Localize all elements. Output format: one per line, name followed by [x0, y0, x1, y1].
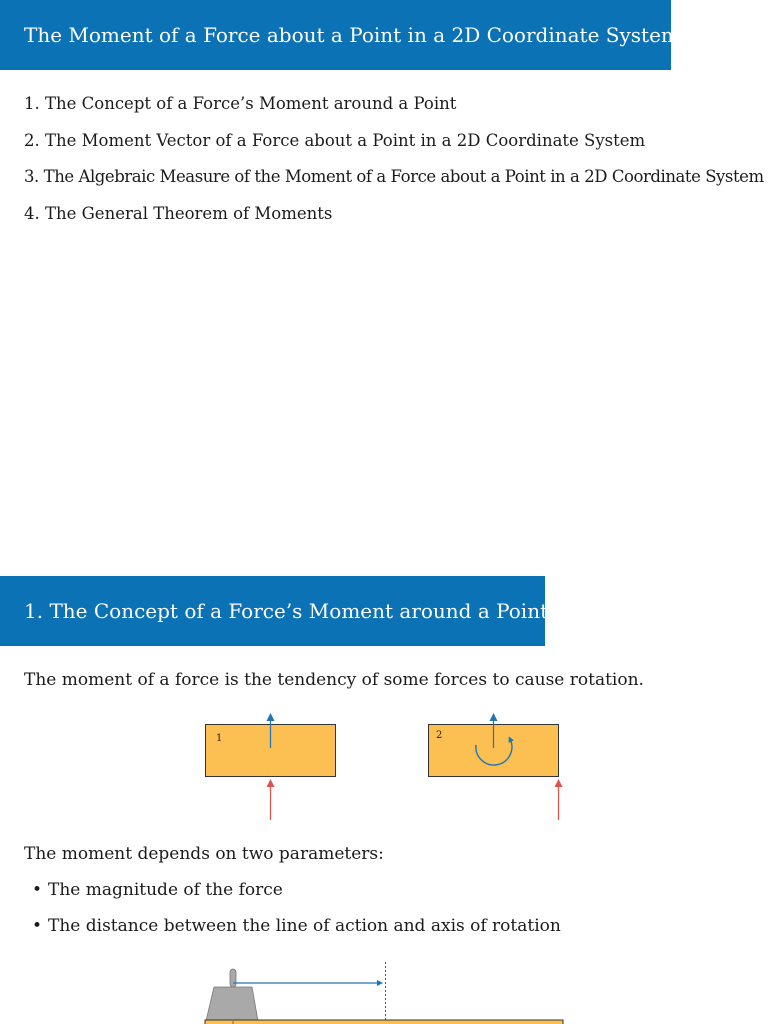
weight-icon	[206, 987, 258, 1021]
toc-item-2[interactable]: 2. The Moment Vector of a Force about a Point in a 2D Coordinate System	[24, 130, 646, 150]
toc-item-1[interactable]: 1. The Concept of a Force’s Moment around a Point	[24, 94, 457, 113]
parameters-intro: The moment depends on two parameters:	[24, 844, 384, 864]
lever-figure	[205, 962, 563, 1024]
box-2-label: 2	[436, 730, 443, 741]
weight-handle	[230, 969, 236, 987]
list-item	[32, 914, 561, 950]
section-1-title: 1. The Concept of a Force’s Moment around a Point	[24, 599, 549, 623]
bullet-icon: •	[32, 880, 43, 900]
toc-item-3[interactable]: 3. The Algebraic Measure of the Moment of a Force about a Point in a 2D Coordinate System	[24, 167, 764, 186]
page-title: The Moment of a Force about a Point in a 2D Coordinate System	[24, 23, 680, 47]
box-1-label: 1	[216, 733, 223, 744]
lever-bar	[205, 1020, 563, 1024]
toc-item-4[interactable]: 4. The General Theorem of Moments	[24, 203, 333, 223]
bullet-icon: •	[32, 916, 43, 936]
section-1-intro: The moment of a force is the tendency of some forces to cause rotation.	[24, 670, 644, 690]
parameter-magnitude: The magnitude of the force	[48, 880, 283, 900]
box-1-group	[206, 717, 336, 820]
box-2-group	[429, 717, 559, 820]
parameters-list	[32, 878, 561, 950]
list-item	[32, 878, 561, 914]
parameter-distance: The distance between the line of action and axis of rotation	[48, 916, 561, 936]
